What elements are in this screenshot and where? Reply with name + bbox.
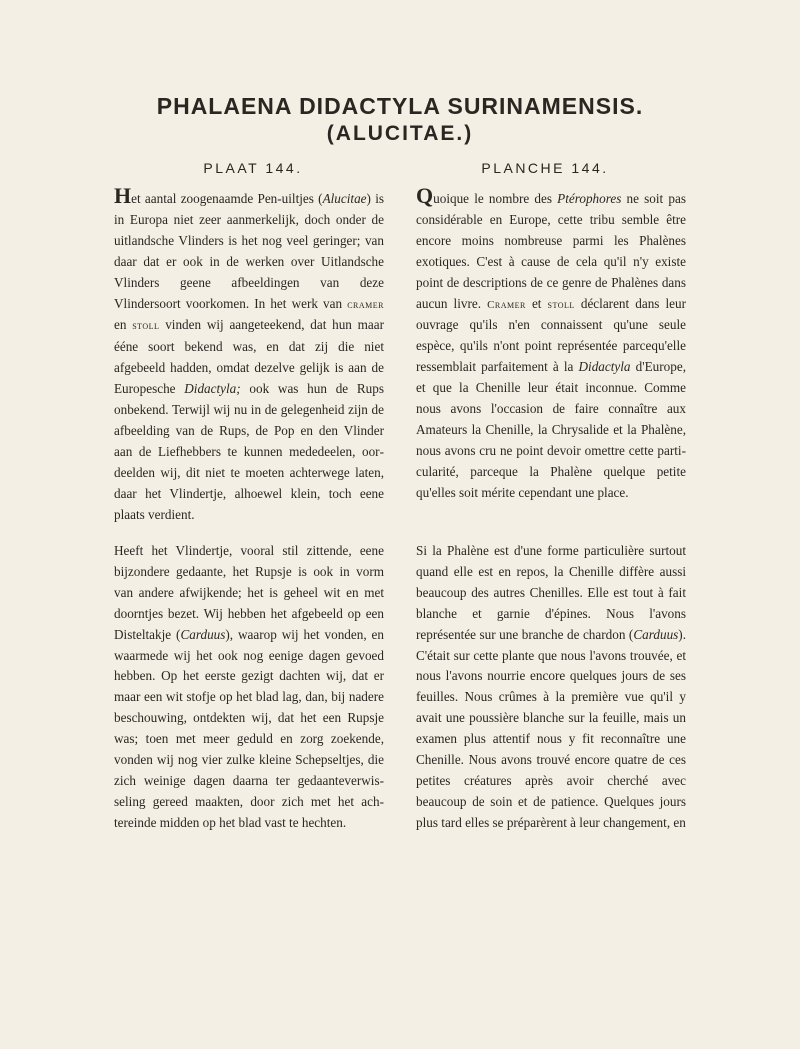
drop-cap: Q [416, 183, 434, 208]
french-paragraph-1: Quoique le nombre des Ptérophores ne soit pas considérable en Europe, cette tribu semble être encore moins nombreuse parmi les Phalènes exotiques. C'est à cause de cela qu'il n'y existe point de descriptions de ce genre de Phalènes dans aucun livre. Cramer et stoll déclarent dans leur ouvrage qu'ils n'en connaissent qu'une seule espèce, qu'ils n'ont point représentée parcequ'elle ressemblait parfaitement à la Didactyla d'Europe, et que la Chenille leur était inconnue. Comme nous avons l'occasion de faire connaître aux Amateurs la Chenille, la Chrysalide et la Phalène, nous avons cru ne point devoir omettre cette particularité, parceque la Phalène quelque petite qu'elles soit mérite cependant une place. [416, 183, 686, 500]
page-subtitle: (ALUCITAE.) [326, 122, 474, 145]
plate-heading-dutch: PLAAT 144. [203, 160, 303, 176]
dutch-paragraph-1: Het aantal zoogenaamde Pen-uiltjes (Alucitae) is in Europa niet zeer aanmerkelijk, doch onder de uitlandsche Vlinders is het nog veel geringer; van daar dat er ook in de werken over Uitlandsche Vlinders geene afbeeldingen van deze Vlindersoort voorkomen. In het werk van cramer en stoll vinden wij aangeteekend, dat hun maar ééne soort bekend was, en dat zij die niet afgebeeld hadden, omdat dezelve gelijk is aan de Europesche Didactyla; ook was hun de Rups onbekend. Terwijl wij nu in de gelegenheid zijn de afbeelding van de Rups, de Pop en den Vlinder aan de Liefhebbers te kunnen mededeelen, oordeelden wij, dit niet te moeten achterwege laten, daar het Vlindertje, alhoewel klein, toch eene plaats verdient. [114, 183, 385, 522]
french-paragraph-2: Si la Phalène est d'une forme particulière surtout quand elle est en repos, la Chenille diffère aussi beaucoup des autres Chenilles. Elle est tout à fait blanche et garnie d'épines. Nous l'avons représentée sur une branche de chardon (Carduus). C'était sur cette plante que nous l'avons trouvée, et nous l'avons nourrie encore quelques jours de ses feuilles. Nous crûmes à la première vue qu'il y avait une poussière blanche sur la feuille, mais un examen plus attentif nous y fit reconnaître une Chenille. Nous avons trouvé encore quatre de ces petites créatures après avoir cherché avec beaucoup de soin et de patience. Quelques jours plus tard elles se préparèrent à leur changement, en [416, 543, 686, 830]
drop-cap: H [114, 183, 132, 208]
page-title: PHALAENA DIDACTYLA SURINAMENSIS. [156, 93, 644, 119]
dutch-paragraph-2: Heeft het Vlindertje, vooral stil zittende, eene bijzondere gedaante, het Rupsje is ook in vorm van andere afwijkende; het is geheel wit en met doorntjes bezet. Wij hebben het afgebeeld op een Disteltakje (Carduus), waarop wij het vonden, en waarmede wij het ook nog eenige dagen gevoed hebben. Op het eerste gezigt dachten wij, dat er maar een wit stofje op het blad lag, dan, bij nadere beschouwing, ontdekten wij, dat het een Rupsje was; toen met meer geduld en zorg zoekende, vonden wij nog vier zulke kleine Schepseltjes, die zich weinige dagen daarna ter gedaanteverwisseling gereed maakten, door zich met het achtereinde midden op het blad vast te hechten. [114, 543, 384, 830]
plate-heading-french: PLANCHE 144. [481, 160, 609, 176]
